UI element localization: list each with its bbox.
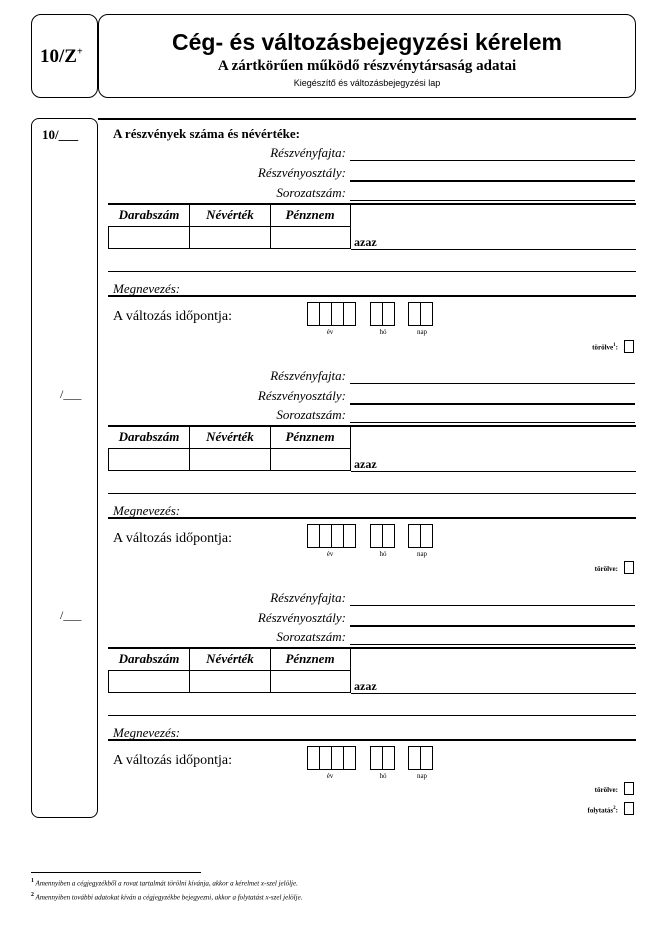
table-divider-2: [270, 204, 271, 226]
table2-divider-1: [189, 426, 190, 448]
footnote-2: $^2$ Amennyiben további adatokat kíván a cégjegyzékbe bejegyezni, akkor a folytatást x-szel jelölje.: [31, 892, 303, 902]
reszvenyfajta-field-2[interactable]: [350, 383, 635, 384]
date-label-2: A változás időpontja:: [113, 531, 232, 546]
sorozatszam-label-3: Sorozatszám:: [276, 629, 346, 644]
year3-digit-4[interactable]: [343, 746, 356, 770]
day2-digit-2[interactable]: [420, 524, 433, 548]
torolve-checkbox[interactable]: [624, 340, 634, 353]
year-label-3: év: [326, 772, 334, 780]
folytatas-label: folytatás$^2$:: [587, 806, 618, 815]
nevertek-cell-2[interactable]: [189, 448, 271, 471]
year-label-2: év: [326, 550, 334, 558]
torolve-checkbox-2[interactable]: [624, 561, 634, 574]
year2-digit-4[interactable]: [343, 524, 356, 548]
darabszam-header-2: Darabszám: [118, 429, 180, 444]
azaz-field[interactable]: [351, 249, 636, 250]
day-digit-2[interactable]: [420, 302, 433, 326]
year-digit-4[interactable]: [343, 302, 356, 326]
table-divider-1: [189, 204, 190, 226]
spacer-line-2: [108, 493, 636, 494]
penznem-cell-3[interactable]: [270, 670, 351, 693]
azaz-field-2[interactable]: [351, 471, 636, 472]
table-top-2: [108, 425, 636, 427]
day-label: nap: [416, 328, 428, 336]
table2-header-bottom: [108, 448, 351, 449]
page-subtitle2: Kiegészítő és változásbejegyzési lap: [293, 78, 441, 88]
table-top: [108, 203, 636, 205]
spacer-line: [108, 271, 636, 272]
table-header-bottom: [108, 226, 351, 227]
table2-divider-2: [270, 426, 271, 448]
sorozatszam-field-3[interactable]: [350, 644, 635, 645]
sorozatszam-field-2[interactable]: [350, 422, 635, 423]
darabszam-cell[interactable]: [108, 226, 190, 249]
darabszam-header: Darabszám: [118, 207, 180, 222]
month-label: hó: [379, 328, 387, 336]
month-label-3: hó: [379, 772, 387, 780]
reszvenyfajta-field-3[interactable]: [350, 605, 635, 606]
torolve-label: törölve$^1$:: [592, 343, 618, 352]
page-title: Cég- és változásbejegyzési kérelem: [172, 29, 562, 55]
spacer-line-3: [108, 715, 636, 716]
year-label: év: [326, 328, 334, 336]
form-code: 10/Z+: [40, 46, 83, 67]
month2-digit-2[interactable]: [382, 524, 395, 548]
day3-digit-2[interactable]: [420, 746, 433, 770]
reszvenyosztaly-field-2[interactable]: [350, 403, 635, 405]
month3-digit-2[interactable]: [382, 746, 395, 770]
table3-divider-2: [270, 648, 271, 670]
sorozatszam-field[interactable]: [350, 200, 635, 201]
nevertek-header: Névérték: [206, 207, 254, 222]
azaz-label-2: azaz: [354, 457, 377, 471]
content-top-border: [98, 118, 636, 120]
folytatas-checkbox[interactable]: [624, 802, 634, 815]
reszvenyosztaly-field-3[interactable]: [350, 625, 635, 627]
nevertek-cell-3[interactable]: [189, 670, 271, 693]
torolve-checkbox-3[interactable]: [624, 782, 634, 795]
table3-header-bottom: [108, 670, 351, 671]
penznem-header-2: Pénznem: [285, 429, 335, 444]
section-heading: A részvények száma és névértéke:: [113, 126, 300, 141]
megnevezes-label-3: Megnevezés:: [113, 725, 181, 740]
reszvenyfajta-field[interactable]: [350, 160, 635, 161]
megnevezes-field-2[interactable]: [108, 517, 636, 519]
day-label-2: nap: [416, 550, 428, 558]
day-label-3: nap: [416, 772, 428, 780]
darabszam-cell-2[interactable]: [108, 448, 190, 471]
azaz-label: azaz: [354, 235, 377, 249]
reszvenyfajta-label-3: Részvényfajta:: [270, 590, 346, 605]
reszvenyfajta-label: Részvényfajta:: [270, 145, 346, 160]
date-label-3: A változás időpontja:: [113, 753, 232, 768]
row-number[interactable]: 10/___: [42, 127, 79, 142]
row-slash-3[interactable]: /___: [60, 608, 82, 622]
megnevezes-field-3[interactable]: [108, 739, 636, 741]
reszvenyosztaly-field[interactable]: [350, 180, 635, 182]
reszvenyosztaly-label-2: Részvényosztály:: [257, 388, 346, 403]
megnevezes-field[interactable]: [108, 295, 636, 297]
sorozatszam-label-2: Sorozatszám:: [276, 407, 346, 422]
footnote-divider: [31, 872, 201, 873]
row-slash-2[interactable]: /___: [60, 387, 82, 401]
reszvenyfajta-label-2: Részvényfajta:: [270, 368, 346, 383]
date-label: A változás időpontja:: [113, 309, 232, 324]
row-number-column: [31, 118, 98, 818]
table3-divider-1: [189, 648, 190, 670]
azaz-label-3: azaz: [354, 679, 377, 693]
darabszam-header-3: Darabszám: [118, 651, 180, 666]
footnote-1: $^1$ Amennyiben a cégjegyzékből a rovat tartalmát törölni kívánja, akkor a kérelmet x-szel jelölje.: [31, 878, 298, 888]
sorozatszam-label: Sorozatszám:: [276, 185, 346, 200]
table-top-3: [108, 647, 636, 649]
penznem-cell[interactable]: [270, 226, 351, 249]
nevertek-header-2: Névérték: [206, 429, 254, 444]
torolve-label-2: törölve:: [594, 565, 618, 573]
reszvenyosztaly-label-3: Részvényosztály:: [257, 610, 346, 625]
penznem-cell-2[interactable]: [270, 448, 351, 471]
nevertek-cell[interactable]: [189, 226, 271, 249]
penznem-header: Pénznem: [285, 207, 335, 222]
page-subtitle: A zártkörűen működő részvénytársaság adatai: [217, 58, 517, 74]
nevertek-header-3: Névérték: [206, 651, 254, 666]
reszvenyosztaly-label: Részvényosztály:: [257, 165, 346, 180]
penznem-header-3: Pénznem: [285, 651, 335, 666]
darabszam-cell-3[interactable]: [108, 670, 190, 693]
month-digit-2[interactable]: [382, 302, 395, 326]
azaz-field-3[interactable]: [351, 693, 636, 694]
month-label-2: hó: [379, 550, 387, 558]
megnevezes-label: Megnevezés:: [113, 281, 181, 296]
torolve-label-3: törölve:: [594, 786, 618, 794]
megnevezes-label-2: Megnevezés:: [113, 503, 181, 518]
